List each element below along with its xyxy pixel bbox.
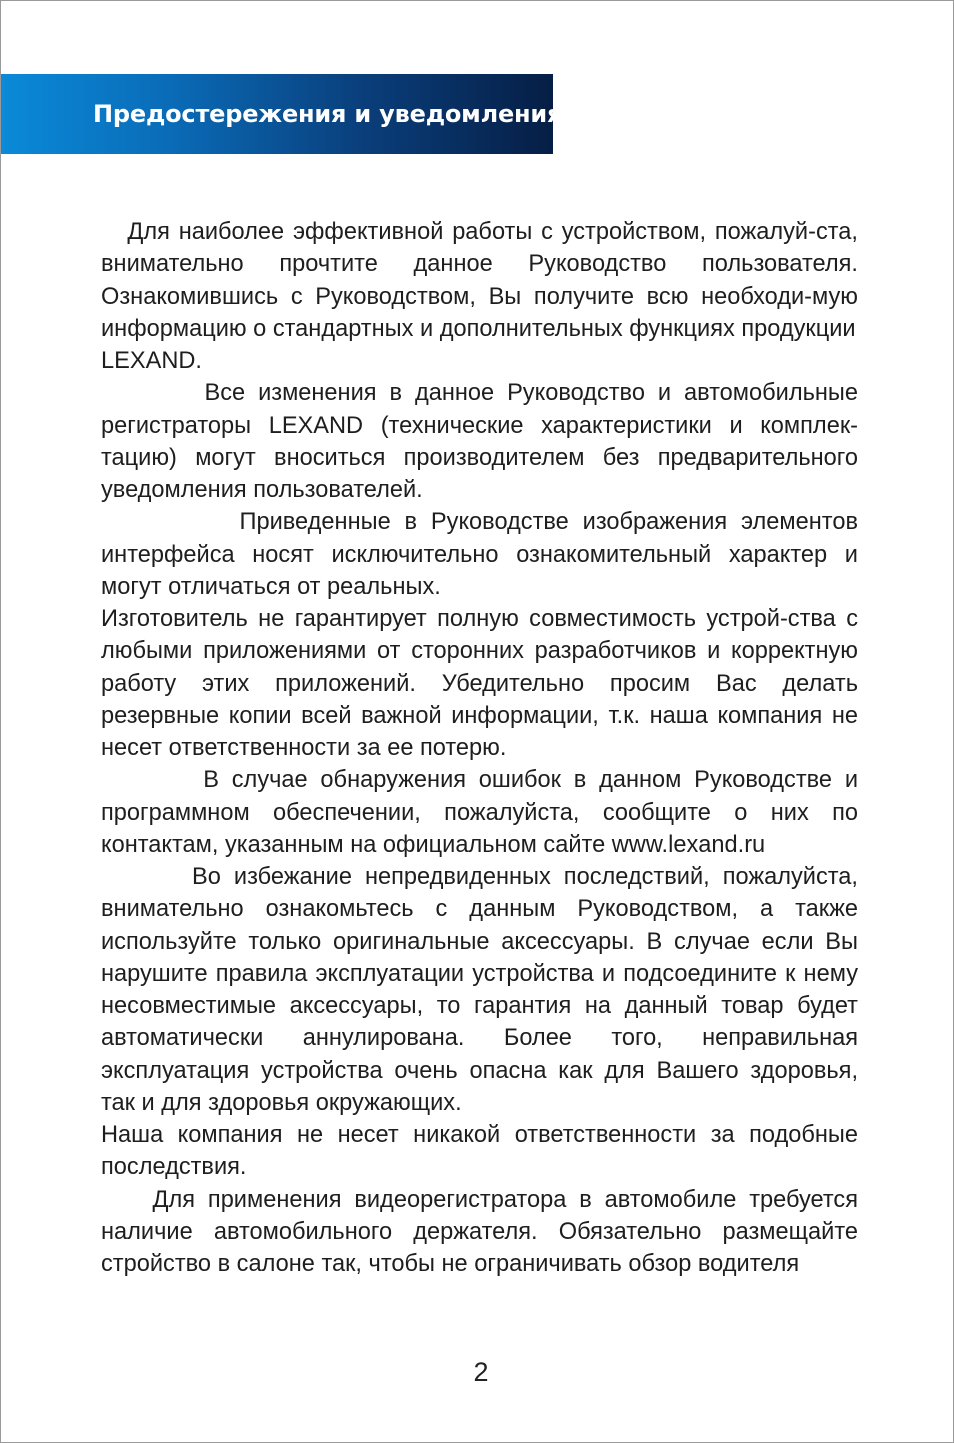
paragraph-changes: Все изменения в данное Руководство и автомобильные регистраторы LEXAND (технические характеристики и комплек-тацию) могут вноситься производителем без предварительного уведомления пользователей. xyxy=(101,380,858,503)
paragraph-intro: Для наиболее эффективной работы с устройством, пожалуй-ста, внимательно прочтите данное Руководство пользователя. Ознакомившись с Руководством, Вы получите всю необходи-мую информацию о стандартных и дополнительных функциях продукции xyxy=(101,219,858,342)
paragraph-interface-images: Приведенные в Руководстве изображения элементов интерфейса носят исключительно ознакомительный характер и могут отличаться от реальных. xyxy=(101,509,858,600)
section-title: Предостережения и уведомления xyxy=(93,100,563,128)
paragraph-errors: В случае обнаружения ошибок в данном Руководстве и программном обеспечении, пожалуйста, сообщите о них по контактам, указанным на официальном сайте www.lexand.ru xyxy=(101,767,858,858)
paragraph-compatibility: Изготовитель не гарантирует полную совместимость устрой-ства с любыми приложениями от сторонних разработчиков и корректную работу этих приложений. Убедительно просим Вас делать резервные копии всей важной информации, т.к. наша компания не несет ответственности за ее потерю. xyxy=(101,606,858,761)
paragraph-mount: Для применения видеорегистратора в автомобиле требуется наличие автомобильного держателя. Обязательно размещайте стройство в салоне так, чтобы не ограничивать обзор водителя xyxy=(101,1186,858,1277)
body-text xyxy=(101,216,858,1280)
paragraph-liability: Наша компания не несет никакой ответственности за подобные последствия. xyxy=(101,1122,858,1181)
page-number: 2 xyxy=(473,1357,489,1387)
paragraph-brand: LEXAND. xyxy=(101,348,202,374)
paragraph-accessories: Во избежание непредвиденных последствий, пожалуйста, внимательно ознакомьтесь с данным Руководством, а также используйте только оригинальные аксессуары. В случае если Вы нарушите правила эксплуатации устройства и подсоедините к нему несовместимые аксессуары, то гарантия на данный товар будет автоматически аннулирована. Более того, неправильная эксплуатация устройства очень опасна как для Вашего здоровья, так и для здоровья окружающих. xyxy=(101,864,858,1116)
